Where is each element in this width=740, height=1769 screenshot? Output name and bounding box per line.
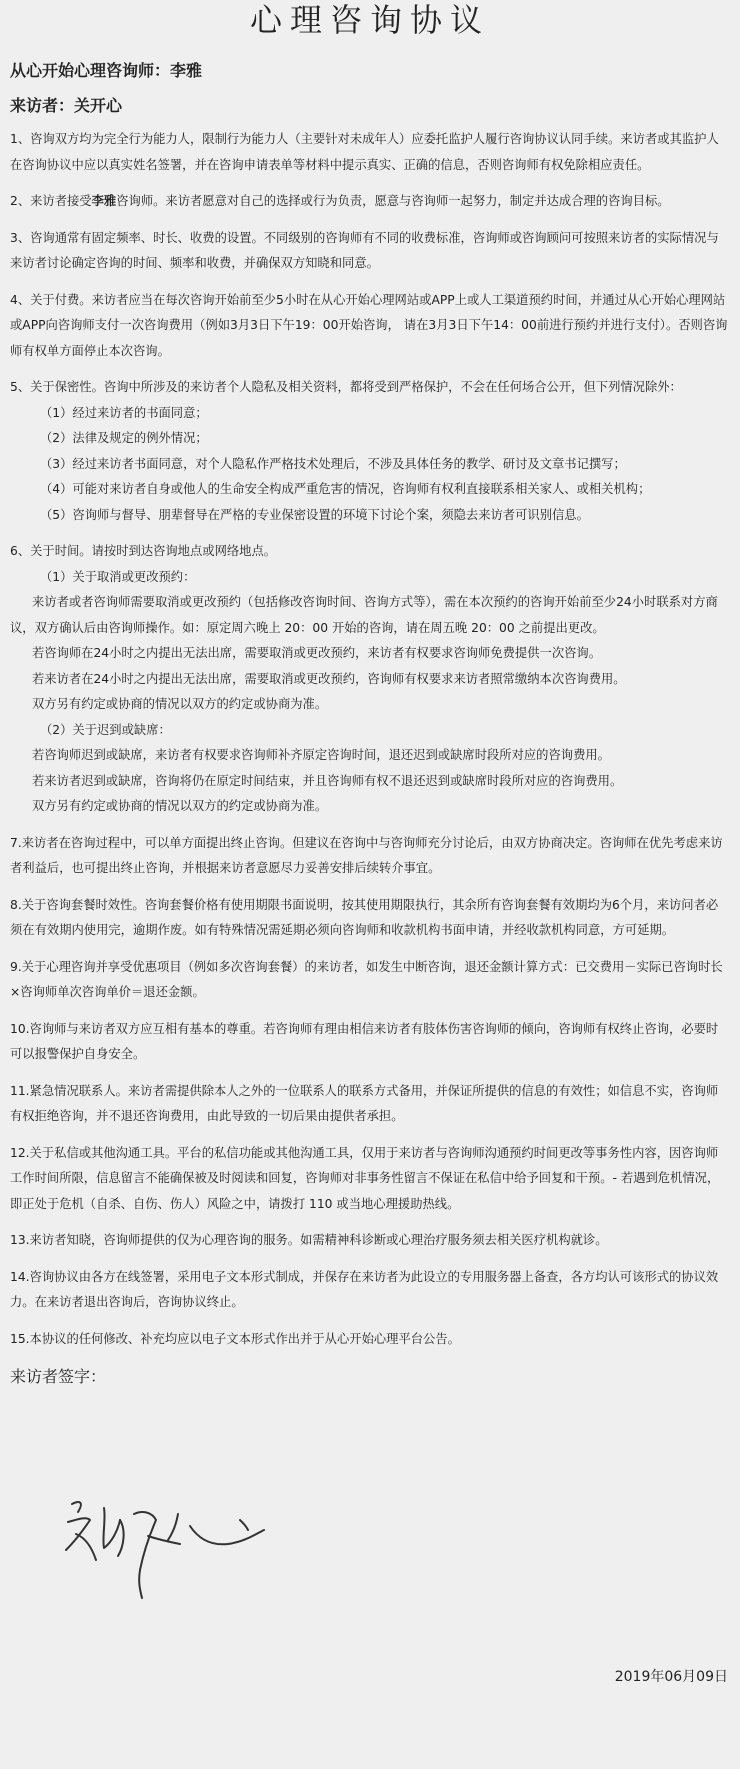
clause-6-sub2-p2: 若来访者迟到或缺席，咨询将仍在原定时间结束，并且咨询师有权不退还迟到或缺席时段所对应的咨询费用。 [32,773,623,788]
clause-11: 11.紧急情况联系人。来访者需提供除本人之外的一位联系人的联系方式备用，并保证所提供的信息的有效性；如信息不实，咨询师有权拒绝咨询，并不退还咨询费用，由此导致的一切后果由提供者承担。 [10,1083,719,1123]
clause-13: 13.来访者知晓，咨询师提供的仅为心理咨询的服务。如需精神科诊断或心理治疗服务须去相关医疗机构就诊。 [10,1233,608,1247]
clause-3: 3、咨询通常有固定频率、时长、收费的设置。不同级别的咨询师有不同的收费标准，咨询师或咨询顾问可按照来访者的实际情况与来访者讨论确定咨询的时间、频率和收费，并确保双方知晓和同意。 [10,230,719,270]
clause-6-sub2-p1: 若咨询师迟到或缺席，来访者有权要求咨询师补齐原定咨询时间，退还迟到或缺席时段所对应的咨询费用。 [32,748,610,762]
clause-2-post: 咨询师。来访者愿意对自己的选择或行为负责，愿意与咨询师一起努力，制定并达成合理的咨询目标。 [116,194,670,208]
clause-4: 4、关于付费。来访者应当在每次咨询开始前至少5小时在从心开始心理网站或APP上或人工渠道预约时间，并通过从心开始心理网站或APP向咨询师支付一次咨询费用（例如3月3日下午19：00开始咨询， 请在3月3日下午14：00前进行预约并进行支付）。否则咨询师有权单方面停止本次咨询。 [10,292,728,358]
clause-5-item: （4）可能对来访者自身或他人的生命安全构成严重危害的情况，咨询师有权利直接联系相关家人、或相关机构； [40,482,651,496]
clause-6-sub1-p1: 来访者或者咨询师需要取消或更改预约（包括修改咨询时间、咨询方式等），需在本次预约的咨询开始前至少24小时联系对方商议，双方确认后由咨询师操作。如：原定周六晚上 20：00 开始的咨询，请在周五晚 20：00 之前提出更改。 [10,595,718,635]
clause-14: 14.咨询协议由各方在线签署，采用电子文本形式制成，并保存在来访者为此设立的专用服务器上备查，各方均认可该形式的协议效力。在来访者退出咨询后，咨询协议终止。 [10,1269,719,1309]
clause-5: 5、关于保密性。咨询中所涉及的来访者个人隐私及相关资料，都将受到严格保护，不会在任何场合公开，但下列情况除外： [10,380,682,394]
clause-5-item: （5）咨询师与督导、朋辈督导在严格的专业保密设置的环境下讨论个案，须隐去来访者可识别信息。 [40,507,589,522]
handwritten-signature [60,1490,300,1610]
signature-label: 来访者签字： [10,1367,107,1386]
clause-8: 8.关于咨询套餐时效性。咨询套餐价格有使用期限书面说明，按其使用期限执行，其余所有咨询套餐有效期均为6个月，来访问者必须在有效期内使用完，逾期作废。如有特殊情况需延期必须向咨询师和收款机构书面申请，并经收款机构同意，方可延期。 [10,897,719,937]
clause-6-sub1-p4: 双方另有约定或协商的情况以双方的约定或协商为准。 [32,697,328,711]
clause-5-item: （3）经过来访者书面同意，对个人隐私作严格技术处理后，不涉及具体任务的教学、研讨及文章书记撰写； [40,456,626,471]
clause-6: 6、关于时间。请按时到达咨询地点或网络地点。 [10,544,277,558]
signing-date: 2019年06月09日 [614,1669,728,1685]
clause-2-counselor-name: 李雅 [91,194,117,208]
clause-9: 9.关于心理咨询并享受优惠项目（例如多次咨询套餐）的来访者，如发生中断咨询，退还金额计算方式：已交费用－实际已咨询时长×咨询师单次咨询单价＝退还金额。 [10,959,723,999]
clause-10: 10.咨询师与来访者双方应互相有基本的尊重。若咨询师有理由相信来访者有肢体伤害咨询师的倾向，咨询师有权终止咨询，必要时可以报警保护自身安全。 [10,1021,719,1061]
clause-1: 1、咨询双方均为完全行为能力人，限制行为能力人（主要针对未成年人）应委托监护人履行咨询协议认同手续。来访者或其监护人在咨询协议中应以真实姓名签署，并在咨询申请表单等材料中提示真实、正确的信息，否则咨询师有权免除相应责任。 [10,132,719,172]
counselor-line: 从心开始心理咨询师：李雅 [10,61,203,80]
clause-7: 7.来访者在咨询过程中，可以单方面提出终止咨询。但建议在咨询中与咨询师充分讨论后，由双方协商决定。咨询师在优先考虑来访者利益后，也可提出终止咨询，并根据来访者意愿尽力妥善安排后续转介事宜。 [10,835,723,875]
page-title: 心理咨询协议 [249,1,490,39]
clause-6-sub1-heading: （1）关于取消或更改预约： [40,569,196,584]
clause-2-pre: 2、来访者接受 [10,194,92,208]
clause-5-item: （2）法律及规定的例外情况； [40,431,208,445]
clause-12: 12.关于私信或其他沟通工具。平台的私信功能或其他沟通工具，仅用于来访者与咨询师沟通预约时间更改等事务性内容，因咨询师工作时间所限，信息留言不能确保被及时阅读和回复，咨询师对非事务性留言不保证在私信中给予回复和干预。- 若遇到危机情况，即正处于危机（自杀、自伤、伤人）风险之中，请拨打 110 或当地心理援助热线。 [10,1145,720,1211]
clause-15: 15.本协议的任何修改、补充均应以电子文本形式作出并于从心开始心理平台公告。 [10,1331,460,1346]
clause-6-sub1-p3: 若来访者在24小时之内提出无法出席，需要取消或更改预约，咨询师有权要求来访者照常缴纳本次咨询费用。 [32,671,626,686]
clause-5-item: （1）经过来访者的书面同意； [40,405,208,420]
visitor-line: 来访者：关开心 [10,96,123,115]
clause-2 [10,189,730,215]
clause-6-sub1-p2: 若咨询师在24小时之内提出无法出席，需要取消或更改预约，来访者有权要求咨询师免费提供一次咨询。 [32,646,602,660]
clause-6-sub2-p3: 双方另有约定或协商的情况以双方的约定或协商为准。 [32,799,328,813]
clause-6-sub2-heading: （2）关于迟到或缺席： [40,722,171,737]
agreement-body [10,127,730,1352]
